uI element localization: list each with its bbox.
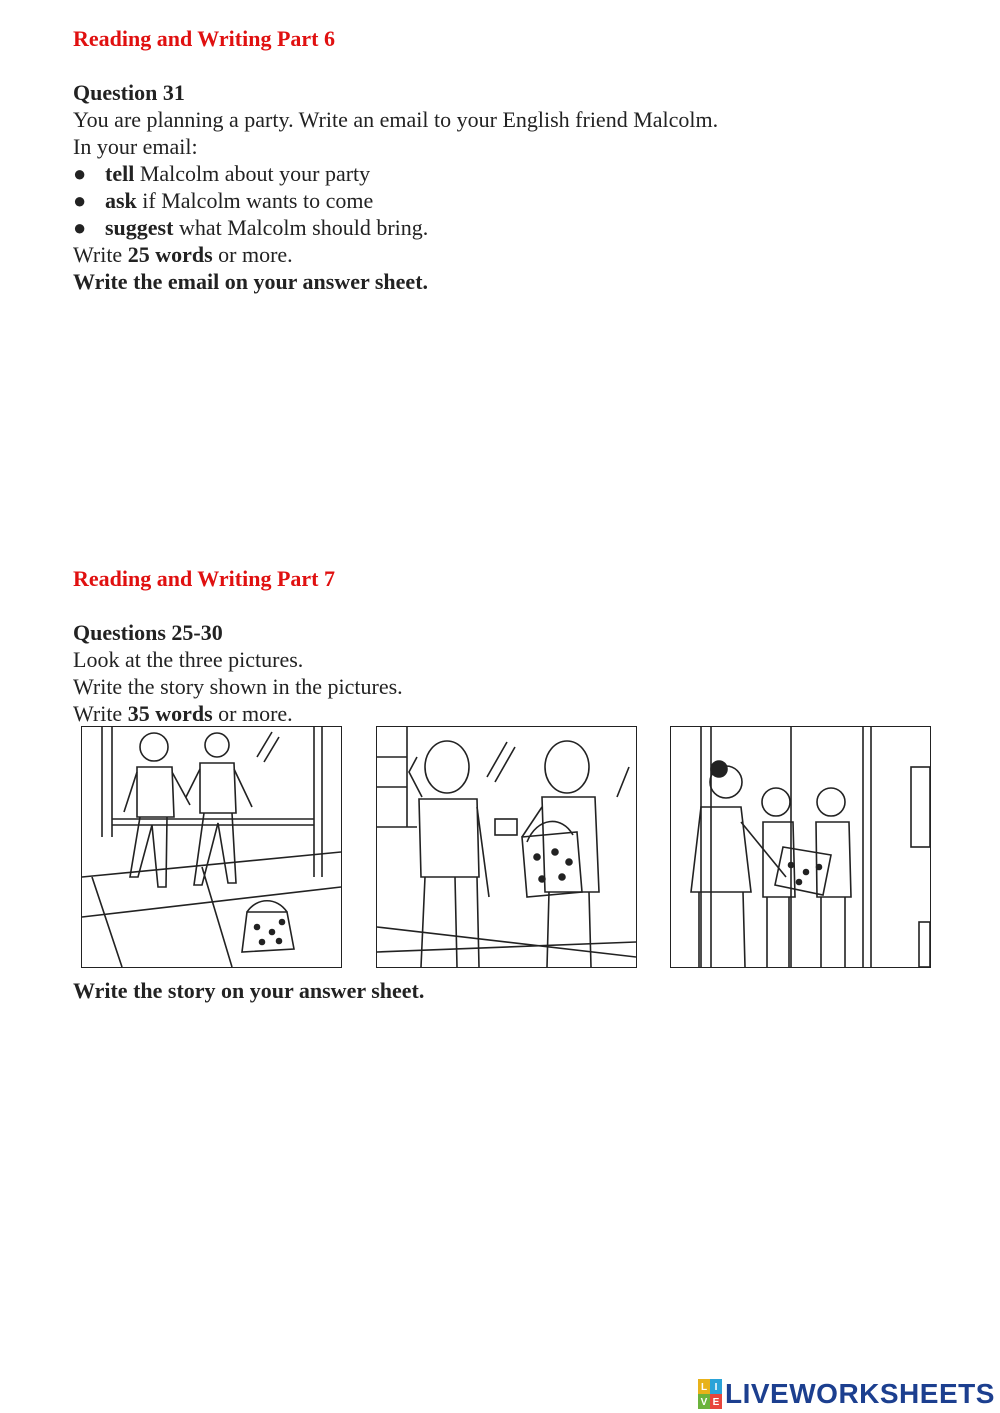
mark-letter: I	[714, 1382, 718, 1393]
part6-heading: Reading and Writing Part 6	[73, 26, 335, 51]
word-count-prefix: Write	[73, 242, 128, 267]
word-count-value: 25 words	[127, 242, 213, 267]
picture-2	[376, 726, 637, 968]
part6-instruction: Write the email on your answer sheet.	[73, 269, 429, 294]
liveworksheets-logo	[698, 1378, 995, 1410]
word-count-suffix: or more.	[212, 701, 293, 726]
bullet-text: what Malcolm should bring.	[173, 215, 429, 240]
picture-bag-returned-icon	[671, 727, 930, 967]
picture-phone-call-icon	[377, 727, 636, 967]
liveworksheets-wordmark: LIVEWORKSHEETS	[725, 1378, 995, 1409]
bullet-icon: ●	[73, 188, 87, 213]
bullet-icon: ●	[73, 215, 87, 240]
picture-1	[81, 726, 342, 968]
bullet-keyword: ask	[105, 188, 137, 213]
part6-bullet	[73, 214, 428, 241]
part6-bullet	[73, 187, 373, 214]
part7-instruction: Write the story on your answer sheet.	[73, 978, 425, 1003]
part7-line2: Write the story shown in the pictures.	[73, 674, 403, 699]
mark-letter: V	[700, 1397, 708, 1408]
part6-bullet	[73, 160, 370, 187]
part7-line1: Look at the three pictures.	[73, 647, 304, 672]
mark-letter: L	[700, 1382, 708, 1393]
picture-bag-found-icon	[82, 727, 341, 967]
part7-heading: Reading and Writing Part 7	[73, 566, 335, 591]
part7-question-label: Questions 25-30	[73, 620, 223, 645]
word-count-prefix: Write	[73, 701, 128, 726]
mark-letter: E	[712, 1397, 720, 1408]
bullet-keyword: tell	[105, 161, 135, 186]
bullet-text: Malcolm about your party	[134, 161, 371, 186]
bullet-keyword: suggest	[105, 215, 174, 240]
part7-word-count	[73, 700, 293, 727]
liveworksheets-mark-icon	[698, 1379, 722, 1409]
bullet-text: if Malcolm wants to come	[136, 188, 374, 213]
part6-question-label: Question 31	[73, 80, 185, 105]
part6-lead: In your email:	[73, 134, 198, 159]
picture-3	[670, 726, 931, 968]
part6-intro: You are planning a party. Write an email to your English friend Malcolm.	[73, 107, 719, 132]
word-count-suffix: or more.	[212, 242, 293, 267]
part6-word-count	[73, 241, 293, 268]
bullet-icon: ●	[73, 161, 87, 186]
word-count-value: 35 words	[127, 701, 213, 726]
